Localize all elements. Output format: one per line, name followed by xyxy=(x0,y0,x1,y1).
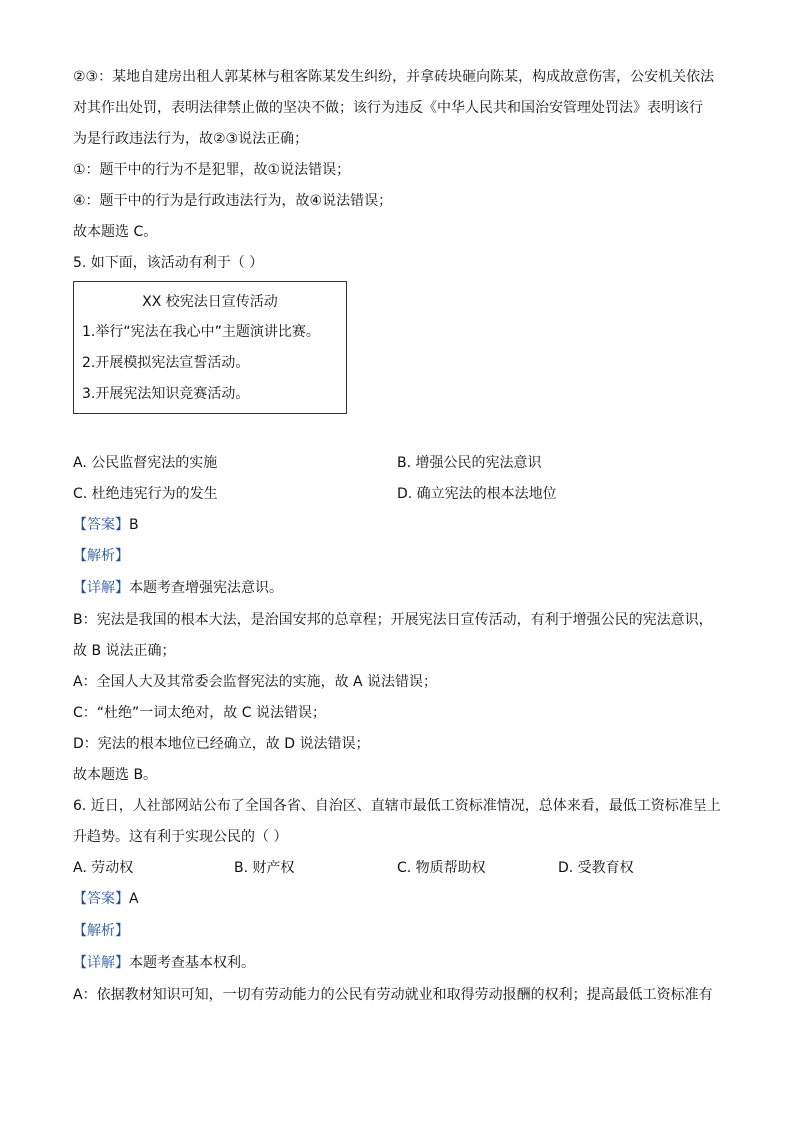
q5-box-item-2: 2.开展模拟宪法宣誓活动。 xyxy=(82,355,250,371)
q4-explanation-line-3: 为是行政违法行为，故②③说法正确； xyxy=(73,131,309,147)
q6-stem-line-1: 6. 近日，人社部网站公布了全国各省、自治区、直辖市最低工资标准情况，总体来看，最低工资标准呈上 xyxy=(73,798,721,814)
q6-analysis-heading xyxy=(73,921,129,941)
q5-d-explanation: D：宪法的根本地位已经确立，故 D 说法错误； xyxy=(73,736,370,752)
q4-conclusion: 故本题选 C。 xyxy=(73,224,158,240)
q5-option-b: B. 增强公民的宪法意识 xyxy=(397,455,542,471)
q5-activity-box xyxy=(73,281,347,414)
q5-analysis-tag: 【解析】 xyxy=(73,548,129,564)
q6-detail-tag: 【详解】 xyxy=(73,955,129,971)
q5-box-title: XX 校宪法日宣传活动 xyxy=(142,294,278,310)
q4-explanation-line-4: ①：题干中的行为不是犯罪，故①说法错误； xyxy=(73,162,351,178)
q5-answer-tag: 【答案】 xyxy=(73,517,129,533)
q5-stem: 5. 如下面，该活动有利于（ ） xyxy=(73,255,264,271)
q5-option-a: A. 公民监督宪法的实施 xyxy=(73,455,218,471)
q4-explanation-line-1: ②③：某地自建房出租人郭某林与租客陈某发生纠纷，并拿砖块砸向陈某，构成故意伤害，公安机关依法 xyxy=(73,69,715,85)
q5-answer-value: B xyxy=(129,517,139,533)
q5-option-c: C. 杜绝违宪行为的发生 xyxy=(73,486,218,502)
q4-explanation-line-5: ④：题干中的行为是行政违法行为，故④说法错误； xyxy=(73,193,393,209)
q6-analysis-tag: 【解析】 xyxy=(73,923,129,939)
q6-detail-text: 本题考查基本权利。 xyxy=(129,955,255,971)
q5-answer xyxy=(73,515,139,535)
q6-option-c: C. 物质帮助权 xyxy=(397,860,486,876)
q5-conclusion: 故本题选 B。 xyxy=(73,767,158,783)
q6-stem-line-2: 升趋势。这有利于实现公民的（ ） xyxy=(73,829,288,845)
q5-option-d: D. 确立宪法的根本法地位 xyxy=(397,486,557,502)
q5-b-explanation-line-1: B：宪法是我国的根本大法，是治国安邦的总章程；开展宪法日宣传活动，有利于增强公民的宪法意识， xyxy=(73,612,713,628)
q6-detail xyxy=(73,953,255,973)
q4-explanation-line-2: 对其作出处罚，表明法律禁止做的坚决不做；该行为违反《中华人民共和国治安管理处罚法》表明该行 xyxy=(73,100,703,116)
q5-detail-tag: 【详解】 xyxy=(73,580,129,596)
q5-detail-text: 本题考查增强宪法意识。 xyxy=(129,580,283,596)
q5-a-explanation: A：全国人大及其常委会监督宪法的实施，故 A 说法错误； xyxy=(73,674,438,690)
q6-option-a: A. 劳动权 xyxy=(73,860,134,876)
q5-detail xyxy=(73,578,283,598)
q5-b-explanation-line-2: 故 B 说法正确； xyxy=(73,643,176,659)
q5-c-explanation: C：“杜绝”一词太绝对，故 C 说法错误； xyxy=(73,705,326,721)
q6-a-explanation: A：依据教材知识可知，一切有劳动能力的公民有劳动就业和取得劳动报酬的权利；提高最低工资标准有 xyxy=(73,987,713,1003)
q6-option-b: B. 财产权 xyxy=(234,860,295,876)
q6-answer xyxy=(73,889,139,909)
q6-answer-value: A xyxy=(129,891,139,907)
q6-option-d: D. 受教育权 xyxy=(558,860,634,876)
q6-answer-tag: 【答案】 xyxy=(73,891,129,907)
q5-box-item-3: 3.开展宪法知识竞赛活动。 xyxy=(82,386,250,402)
q5-box-item-1: 1.举行“宪法在我心中”主题演讲比赛。 xyxy=(82,324,320,340)
q5-analysis-heading xyxy=(73,546,129,566)
